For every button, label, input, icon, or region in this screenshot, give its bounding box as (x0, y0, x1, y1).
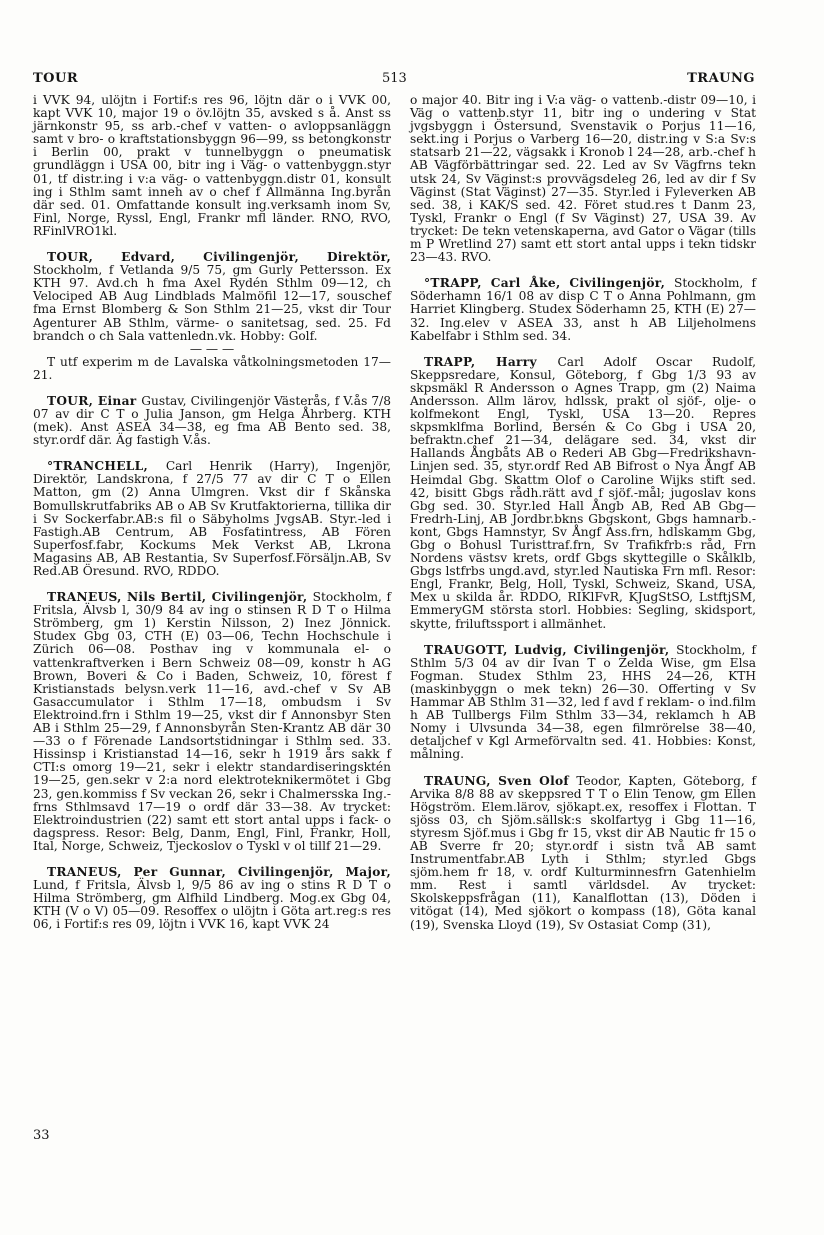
entry-continuation (33, 94, 391, 238)
entry-text: Carl Adolf Oscar Rudolf, Skeppsredare, Konsul, Göteborg, f Gbg 1/3 93 av skpsmäkl R Andersson o Agnes Trapp, gm (2) Naima Andersson. Allm lärov, hdlssk, prakt ol sjöf-, olje- o kolfmekont Engl, Tyskl, USA 13—20. Repres skpsmklfma Borlind, Bersén & Co Gbg i USA 20, befraktn.chef 21—34, delägare sed. 34, vkst dir Hallands Ångbåts AB o Rederi AB Gbg—Fredrikshavn-Linjen sed. 35, styr.ordf Red AB Bifrost o Nya Ångf AB Heimdal Gbg. Skattm Olof o Caroline Wijks stift sed. 42, bisitt Gbgs rådh.rätt avd f sjöf.-mål; jugoslav kons Gbg sed. 30. Styr.led Hall Ångb AB, Red AB Gbg—Fredrh-Linj, AB Jordbr.bkns Gbgskont, Gbgs hamnarb.-kont, Gbgs Hamnstyr, Sv Ångf Ass.frn, hdlskamm Gbg, Gbg o Bohusl Turisttraf.frn, Sv Trafikfrb:s råd, Frn Nordens västsv krets, ordf Gbgs skyttegille o Skålklb, Gbgs lstfrbs ungd.avd, styr.led Nautiska Frn mfl. Resor: Engl, Frankr, Belg, Holl, Tyskl, Schweiz, Skand, USA, Mex u skilda år. RDDO, RIKlFvR, KJugStSO, LstftjSM, EmmeryGM största storl. Hobbies: Segling, skidsport, skytte, friluftssport i allmänhet. (410, 354, 756, 631)
entry-text: i VVK 94, ulöjtn i Fortif:s res 96, löjtn där o i VVK 00, kapt VVK 10, major 19 o öv.löjtn 35, avsked s å. Anst ss järnkonstr 95, ss arb.-chef v vatten- o avloppsanläggn samt v bro- o kraftstationsbyggn 96—99, ss betongkonstr i Berlin 00, prakt v tunnelbyggn o pneumatisk grundläggn i USA 00, bitr ing i Väg- o vattenbyggn.styr 01, tf distr.ing i v:a väg- o vattenbyggn.distr 01, konsult ing i Sthlm samt inneh av o chef f Allmänna Ing.byrån där sed. 01. Omfattande konsult ing.verksamh inom Sv, Finl, Norge, Ryssl, Engl, Frankr mfl länder. RNO, RVO, RFinlVRO1kl. (33, 93, 391, 238)
running-header (33, 71, 755, 91)
biography-entry (33, 460, 391, 578)
entry-name: °TRAPP, Carl Åke, Civilingenjör, (424, 276, 674, 291)
entry-name: TRAPP, Harry (424, 354, 558, 369)
entry-text: T utf experim m de Lavalska våtkolningsmetoden 17—21. (33, 354, 391, 382)
header-right-word: TRAUNG (687, 71, 755, 86)
signature-mark: 33 (33, 1128, 50, 1143)
biography-entry (33, 866, 391, 931)
entry-text: Lund, f Fritsla, Älvsb l, 9/5 86 av ing o stins R D T o Hilma Strömberg, gm Alfhild Lindberg. Mog.ex Gbg 04, KTH (V o V) 05—09. Resoffex o ulöjtn i Göta art.reg:s res 06, i Fortif:s res 09, löjtn i VVK 16, kapt VVK 24 (33, 878, 391, 932)
entry-name: TOUR, Einar (47, 393, 142, 408)
entry-text: Stockholm, f Fritsla, Älvsb l, 30/9 84 av ing o stinsen R D T o Hilma Strömberg, gm 1) Kerstin Nilsson, 2) Inez Jönnick. Studex Gbg 03, CTH (E) 03—06, Techn Hochschule i Zürich 06—08. Posthav ing v kommunala el- o vattenkraftverken i Bern Schweiz 08—09, konstr h AG Brown, Boveri & Co i Baden, Schweiz, 10, förest f Kristianstads belysn.verk 11—16, avd.-chef v Sv AB Gasaccumulator i Sthlm 17—18, ombudsm i Sv Elektroind.frn i Sthlm 19—25, vkst dir f Annonsbyr Sten AB i Sthlm 25—29, f Annonsbyrån Sten-Krantz AB där 30—33 o f Förenade Landsortstidningar i Sthlm sed. 33. Hissinsp i Kristianstad 14—16, sekr h 1919 års sakk f CTI:s omorg 19—21, sekr i elektr standardiseringsktén 19—25, gen.sekr v 2:a nord elektroteknikermötet i Gbg 23, gen.kommiss f Sv veckan 26, sekr i Chalmersska Ing.-frns Sthlmsavd 17—19 o ordf där 33—38. Av trycket: Elektroindustrien (22) samt ett stort antal upps i fack- o dagspress. Resor: Belg, Danm, Engl, Finl, Frankr, Holl, Ital, Norge, Schweiz, Tjeckoslov o Tyskl v ol tillf 21—29. (33, 590, 391, 853)
biography-entry (410, 356, 756, 631)
page-number: 513 (382, 71, 407, 86)
entry-text: Stockholm, f Söderhamn 16/1 08 av disp C T o Anna Pohlmann, gm Harriet Klingberg. Studex Söderhamn 25, KTH (E) 27—32. Ing.elev v ASEA 33, anst h AB Liljeholmens Kabelfabr i Sthlm sed. 34. (410, 276, 756, 343)
entry-continuation (410, 94, 756, 264)
header-left-word: TOUR (33, 71, 79, 86)
biography-entry (33, 251, 391, 343)
biography-entry (410, 277, 756, 342)
section-divider: — — — (189, 341, 235, 356)
entry-name: TRANEUS, Per Gunnar, Civilingenjör, Major, (47, 864, 391, 879)
entry-name: TOUR, Edvard, Civilingenjör, Direktör, (47, 250, 391, 265)
entry-name: TRANEUS, Nils Bertil, Civilingenjör, (47, 590, 313, 605)
entry-text: Stockholm, f Vetlanda 9/5 75, gm Gurly Pettersson. Ex KTH 97. Avd.ch h fma Axel Rydén Sthlm 09—12, ch Velociped AB Aug Lindblads Malmöfil 12—17, souschef fma Ernst Blomberg & Son Sthlm 21—25, vkst dir Tour Agenturer AB Sthlm, värme- o sanitetsag, sed. 25. Fd brandch o ch Sala vattenledn.vk. Hobby: Golf. (33, 263, 391, 343)
entry-name: °TRANCHELL, (47, 459, 166, 474)
entry-text: Teodor, Kapten, Göteborg, f Arvika 8/8 88 av skeppsred T T o Elin Tenow, gm Ellen Högström. Elem.lärov, sjökapt.ex, resoffex i Flottan. T sjöss 03, ch Sjöm.sällsk:s skolfartyg i Gbg 11—16, styresm Sjöf.mus i Gbg fr 15, vkst dir AB Nautic fr 15 o AB Sverre fr 20; styr.ordf i sistn två AB samt Instrumentfabr.AB Lyth i Sthlm; styr.led Gbgs sjöm.hem fr 18, v. ordf Kulturminnesfrn Gatenhielm mm. Rest i samtl världsdel. Av trycket: Skolskeppsfrågan (11), Kanalflottan (13), Döden i vitögat (14), Med sjökort o kompass (18), Göta kanal (19), Svenska Lloyd (19), Sv Ostasiat Comp (31), (410, 773, 756, 932)
entry-continuation (33, 356, 391, 382)
biography-entry (33, 591, 391, 853)
biography-entry (410, 644, 756, 762)
right-column (410, 94, 756, 932)
biography-entry (410, 775, 756, 932)
entry-text: Gustav, Civilingenjör Västerås, f V.ås 7/8 07 av dir C T o Julia Janson, gm Helga Åhrberg. KTH (mek). Anst ASEA 34—38, eg fma AB Bento sed. 38, styr.ordf där. Äg fastigh V.ås. (33, 393, 391, 448)
entry-text: Stockholm, f Sthlm 5/3 04 av dir Ivan T o Zelda Wise, gm Elsa Fogman. Studex Sthlm 23, HHS 24—26, KTH (maskinbyggn o mek tekn) 26—30. Offerting v Sv Hammar AB Sthlm 31—32, led f avd f reklam- o ind.film h AB Tullbergs Film Sthlm 33—34, reklamch h AB Nomy i Ulvsunda 34—38, egen filmrörelse 38—40, detaljchef v Kgl Armeförvaltn sed. 41. Hobbies: Konst, målning. (410, 642, 756, 762)
entry-text: Carl Henrik (Harry), Ingenjör, Direktör, Landskrona, f 27/5 77 av dir C T o Ellen Matton, gm (2) Anna Ulmgren. Vkst dir f Skånska Bomullskrutfabriks AB o AB Sv Krutfaktorierna, tillika dir i Sv Sockerfabr.AB:s fil o Säbyholms JvgsAB. Styr.-led i Fastigh.AB Centrum, AB Fosfatintress, AB Fören Superfosf.fabr, Kockums Mek Verkst AB, Lkrona Magasins AB, AB Restantia, Sv Superfosf.Försäljn.AB, Sv Red.AB Öresund. RVO, RDDO. (33, 459, 391, 578)
left-column (33, 94, 391, 931)
entry-name: TRAUGOTT, Ludvig, Civilingenjör, (424, 642, 677, 657)
entry-name: TRAUNG, Sven Olof (424, 773, 577, 788)
entry-text: o major 40. Bitr ing i V:a väg- o vattenb.-distr 09—10, i Väg o vattenb.styr 11, bitr ing o undering v Stat jvgsbyggn i Östersund, Svenstavik o Porjus 11—16, sekt.ing i Porjus o Varberg 16—20, distr.ing v S:a Sv:s statsarb 21—22, vägsakk i Kronob l 24—28, arb.-chef h AB Vägförbättringar sed. 22. Led av Sv Vägfrns tekn utsk 24, Sv Väginst:s provvägsdeleg 26, led av dir f Sv Väginst (Stat Väginst) 27—35. Styr.led i Fyleverken AB sed. 38, i KAK/S sed. 42. Föret stud.res t Danm 23, Tyskl, Frankr o Engl (f Sv Väginst) 27, USA 39. Av trycket: De tekn vetenskaperna, avd Gator o Vägar (tills m P Wretlind 27) samt ett stort antal upps i tekn tidskr 23—43. RVO. (410, 93, 756, 265)
biography-entry (33, 395, 391, 447)
